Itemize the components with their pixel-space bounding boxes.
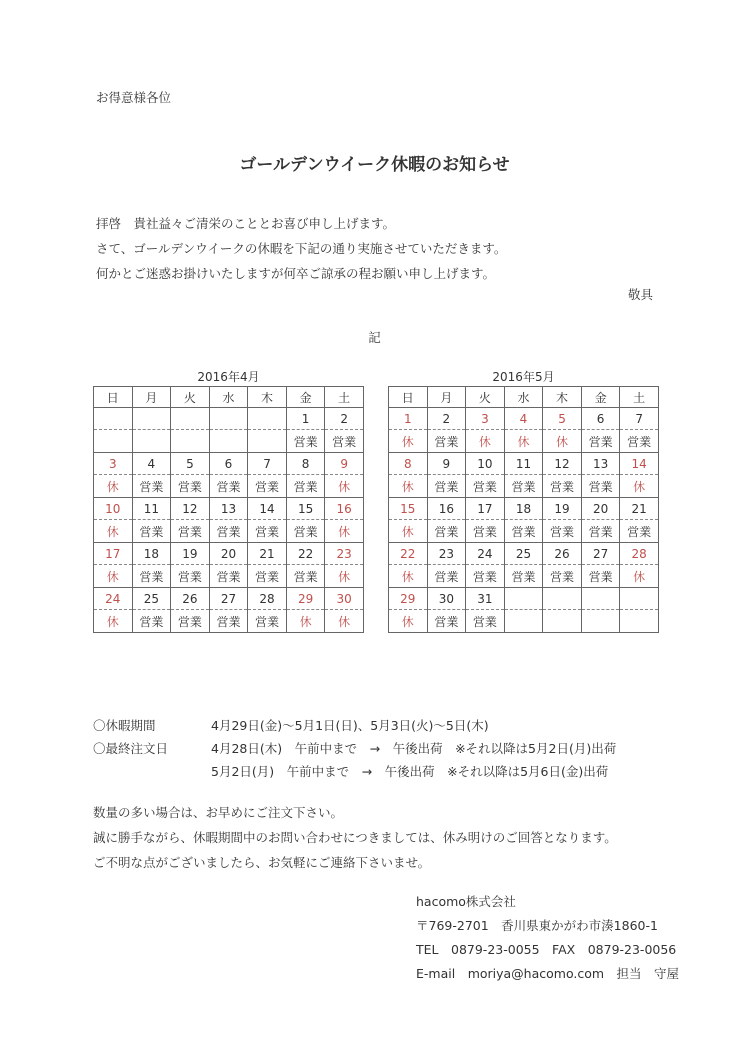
status-cell: 営業 — [286, 565, 325, 588]
status-cell: 休 — [389, 520, 428, 543]
status-cell: 営業 — [620, 520, 659, 543]
date-cell: 27 — [209, 588, 248, 610]
company-phone-fax: TEL 0879-23-0055 FAX 0879-23-0056 — [416, 942, 677, 957]
date-cell: 5 — [543, 408, 582, 430]
status-cell: 休 — [325, 610, 364, 633]
date-cell: 15 — [286, 498, 325, 520]
weekday-mon: 月 — [427, 387, 466, 408]
holiday-period-label: 〇休暇期間 — [93, 718, 156, 733]
date-cell — [171, 408, 210, 430]
date-cell: 4 — [132, 453, 171, 475]
weekday-mon: 月 — [132, 387, 171, 408]
date-cell: 1 — [389, 408, 428, 430]
status-cell: 休 — [620, 565, 659, 588]
note-line: ご不明な点がございましたら、お気軽にご連絡下さいませ。 — [93, 855, 431, 870]
status-row — [94, 520, 364, 543]
status-cell: 休 — [325, 520, 364, 543]
status-cell: 営業 — [209, 610, 248, 633]
date-cell: 12 — [171, 498, 210, 520]
date-cell: 18 — [504, 498, 543, 520]
date-cell: 6 — [581, 408, 620, 430]
status-row — [389, 430, 659, 453]
date-row — [389, 453, 659, 475]
date-cell: 23 — [427, 543, 466, 565]
date-cell: 4 — [504, 408, 543, 430]
date-cell: 1 — [286, 408, 325, 430]
date-cell: 24 — [466, 543, 505, 565]
company-email: E-mail moriya@hacomo.com 担当 守屋 — [416, 966, 680, 981]
status-cell: 営業 — [171, 565, 210, 588]
status-cell: 休 — [94, 520, 133, 543]
date-cell: 26 — [171, 588, 210, 610]
status-cell: 営業 — [581, 475, 620, 498]
status-cell: 営業 — [466, 475, 505, 498]
date-cell: 21 — [248, 543, 287, 565]
date-cell: 8 — [389, 453, 428, 475]
notes — [93, 800, 617, 875]
date-cell: 17 — [466, 498, 505, 520]
status-cell: 営業 — [171, 475, 210, 498]
date-cell: 13 — [581, 453, 620, 475]
status-cell — [581, 610, 620, 633]
weekday-header-row — [389, 387, 659, 408]
date-cell: 25 — [132, 588, 171, 610]
date-cell: 29 — [286, 588, 325, 610]
status-cell — [620, 610, 659, 633]
date-cell: 19 — [171, 543, 210, 565]
date-cell — [504, 588, 543, 610]
date-row — [94, 588, 364, 610]
status-cell: 営業 — [504, 520, 543, 543]
date-cell: 7 — [248, 453, 287, 475]
date-cell: 20 — [581, 498, 620, 520]
intro-line: 何かとご迷惑お掛けいたしますが何卒ご諒承の程お願い申し上げます。 — [96, 266, 496, 281]
date-cell: 11 — [132, 498, 171, 520]
status-cell: 営業 — [581, 430, 620, 453]
status-cell: 営業 — [620, 430, 659, 453]
status-cell: 営業 — [171, 610, 210, 633]
status-cell: 営業 — [209, 520, 248, 543]
weekday-sat: 土 — [325, 387, 364, 408]
status-cell: 営業 — [543, 520, 582, 543]
weekday-wed: 水 — [504, 387, 543, 408]
status-cell: 休 — [389, 610, 428, 633]
intro-line: さて、ゴールデンウイークの休暇を下記の通り実施させていただきます。 — [96, 241, 507, 256]
status-row — [389, 520, 659, 543]
status-row — [389, 610, 659, 633]
last-order-row — [93, 737, 616, 760]
weekday-sat: 土 — [620, 387, 659, 408]
status-cell: 営業 — [171, 520, 210, 543]
calendar-april — [93, 368, 364, 633]
calendar-table — [93, 386, 364, 633]
date-cell: 26 — [543, 543, 582, 565]
weekday-fri: 金 — [286, 387, 325, 408]
date-cell: 3 — [466, 408, 505, 430]
status-row — [94, 565, 364, 588]
status-cell: 営業 — [132, 610, 171, 633]
status-cell: 営業 — [543, 565, 582, 588]
holiday-period-row — [93, 714, 616, 737]
date-row — [94, 498, 364, 520]
status-cell: 休 — [389, 430, 428, 453]
status-cell: 営業 — [466, 520, 505, 543]
date-cell: 16 — [427, 498, 466, 520]
date-cell: 27 — [581, 543, 620, 565]
status-cell — [171, 430, 210, 453]
weekday-thu: 木 — [543, 387, 582, 408]
status-cell: 営業 — [504, 565, 543, 588]
status-cell — [543, 610, 582, 633]
date-cell — [543, 588, 582, 610]
status-cell: 休 — [389, 475, 428, 498]
status-cell: 営業 — [248, 610, 287, 633]
calendar-title: 2016年4月 — [197, 370, 260, 384]
weekday-thu: 木 — [248, 387, 287, 408]
status-cell: 休 — [325, 565, 364, 588]
status-cell: 休 — [620, 475, 659, 498]
weekday-tue: 火 — [466, 387, 505, 408]
company-name: hacomo株式会社 — [416, 894, 516, 909]
status-cell: 営業 — [466, 565, 505, 588]
date-cell: 11 — [504, 453, 543, 475]
status-cell — [248, 430, 287, 453]
status-cell: 営業 — [504, 475, 543, 498]
date-cell: 18 — [132, 543, 171, 565]
date-cell — [248, 408, 287, 430]
holiday-period-value: 4月29日(金)～5月1日(日)、5月3日(火)～5日(木) — [211, 718, 489, 733]
date-cell — [620, 588, 659, 610]
status-cell: 営業 — [427, 520, 466, 543]
date-cell: 15 — [389, 498, 428, 520]
weekday-sun: 日 — [94, 387, 133, 408]
last-order-label: 〇最終注文日 — [93, 741, 169, 756]
status-cell: 営業 — [581, 565, 620, 588]
date-cell: 29 — [389, 588, 428, 610]
status-row — [389, 475, 659, 498]
last-order-value-2: 5月2日(月) 午前中まで → 午後出荷 ※それ以降は5月6日(金)出荷 — [211, 764, 609, 779]
status-row — [389, 565, 659, 588]
status-cell: 営業 — [132, 475, 171, 498]
status-cell: 休 — [543, 430, 582, 453]
status-cell: 営業 — [427, 430, 466, 453]
status-cell: 休 — [94, 475, 133, 498]
weekday-wed: 水 — [209, 387, 248, 408]
closing-keigu: 敬具 — [628, 287, 654, 302]
intro-line: 拝啓 貴社益々ご清栄のこととお喜び申し上げます。 — [96, 216, 396, 231]
date-cell: 13 — [209, 498, 248, 520]
date-cell: 6 — [209, 453, 248, 475]
date-cell: 25 — [504, 543, 543, 565]
date-cell: 8 — [286, 453, 325, 475]
status-cell: 営業 — [209, 565, 248, 588]
date-cell — [581, 588, 620, 610]
date-row — [94, 543, 364, 565]
status-cell: 営業 — [248, 565, 287, 588]
status-cell: 営業 — [581, 520, 620, 543]
status-cell: 休 — [389, 565, 428, 588]
status-cell: 営業 — [132, 565, 171, 588]
note-line: 数量の多い場合は、お早めにご注文下さい。 — [93, 805, 344, 820]
status-cell: 営業 — [248, 520, 287, 543]
date-cell: 14 — [248, 498, 287, 520]
date-cell: 28 — [620, 543, 659, 565]
date-cell: 30 — [325, 588, 364, 610]
date-row — [389, 498, 659, 520]
date-cell — [94, 408, 133, 430]
date-cell: 22 — [389, 543, 428, 565]
date-cell: 23 — [325, 543, 364, 565]
weekday-fri: 金 — [581, 387, 620, 408]
status-cell — [132, 430, 171, 453]
date-cell: 20 — [209, 543, 248, 565]
date-row — [94, 408, 364, 430]
status-cell: 営業 — [286, 475, 325, 498]
calendar-table — [388, 386, 659, 633]
period-info — [93, 714, 616, 783]
calendar-may — [388, 368, 659, 633]
weekday-header-row — [94, 387, 364, 408]
date-cell: 2 — [427, 408, 466, 430]
date-cell: 24 — [94, 588, 133, 610]
status-cell: 休 — [325, 475, 364, 498]
status-cell: 営業 — [325, 430, 364, 453]
status-cell: 営業 — [427, 610, 466, 633]
company-address: 〒769-2701 香川県東かがわ市湊1860-1 — [416, 918, 658, 933]
date-cell: 31 — [466, 588, 505, 610]
date-cell: 9 — [427, 453, 466, 475]
notice-title: ゴールデンウイーク休暇のお知らせ — [239, 155, 510, 175]
company-info — [416, 890, 679, 986]
status-row — [94, 430, 364, 453]
date-cell: 14 — [620, 453, 659, 475]
status-cell: 営業 — [209, 475, 248, 498]
date-cell: 22 — [286, 543, 325, 565]
status-cell: 営業 — [543, 475, 582, 498]
status-row — [94, 610, 364, 633]
recipient: お得意様各位 — [96, 90, 172, 105]
date-cell: 10 — [94, 498, 133, 520]
date-cell: 17 — [94, 543, 133, 565]
status-cell: 営業 — [427, 475, 466, 498]
date-cell: 7 — [620, 408, 659, 430]
status-cell: 営業 — [132, 520, 171, 543]
status-cell — [94, 430, 133, 453]
date-row — [389, 408, 659, 430]
status-cell: 休 — [504, 430, 543, 453]
date-row — [94, 453, 364, 475]
status-cell — [209, 430, 248, 453]
status-cell — [504, 610, 543, 633]
ki-heading: 記 — [368, 330, 381, 345]
date-row — [389, 543, 659, 565]
status-cell: 休 — [466, 430, 505, 453]
last-order-value: 4月28日(木) 午前中まで → 午後出荷 ※それ以降は5月2日(月)出荷 — [211, 741, 617, 756]
date-cell: 28 — [248, 588, 287, 610]
status-cell: 休 — [94, 565, 133, 588]
date-cell: 30 — [427, 588, 466, 610]
date-cell: 19 — [543, 498, 582, 520]
status-cell: 営業 — [248, 475, 287, 498]
date-cell: 21 — [620, 498, 659, 520]
status-cell: 休 — [94, 610, 133, 633]
date-cell: 3 — [94, 453, 133, 475]
weekday-tue: 火 — [171, 387, 210, 408]
status-cell: 営業 — [286, 430, 325, 453]
status-cell: 休 — [286, 610, 325, 633]
status-cell: 営業 — [427, 565, 466, 588]
date-cell: 10 — [466, 453, 505, 475]
date-cell — [132, 408, 171, 430]
status-cell: 営業 — [466, 610, 505, 633]
date-cell: 2 — [325, 408, 364, 430]
date-cell: 5 — [171, 453, 210, 475]
status-cell: 営業 — [286, 520, 325, 543]
intro-paragraph — [96, 211, 506, 286]
date-cell — [209, 408, 248, 430]
calendar-title: 2016年5月 — [492, 370, 555, 384]
date-cell: 9 — [325, 453, 364, 475]
date-cell: 16 — [325, 498, 364, 520]
date-cell: 12 — [543, 453, 582, 475]
status-row — [94, 475, 364, 498]
note-line: 誠に勝手ながら、休暇期間中のお問い合わせにつきましては、休み明けのご回答となります。 — [93, 830, 617, 845]
weekday-sun: 日 — [389, 387, 428, 408]
date-row — [389, 588, 659, 610]
